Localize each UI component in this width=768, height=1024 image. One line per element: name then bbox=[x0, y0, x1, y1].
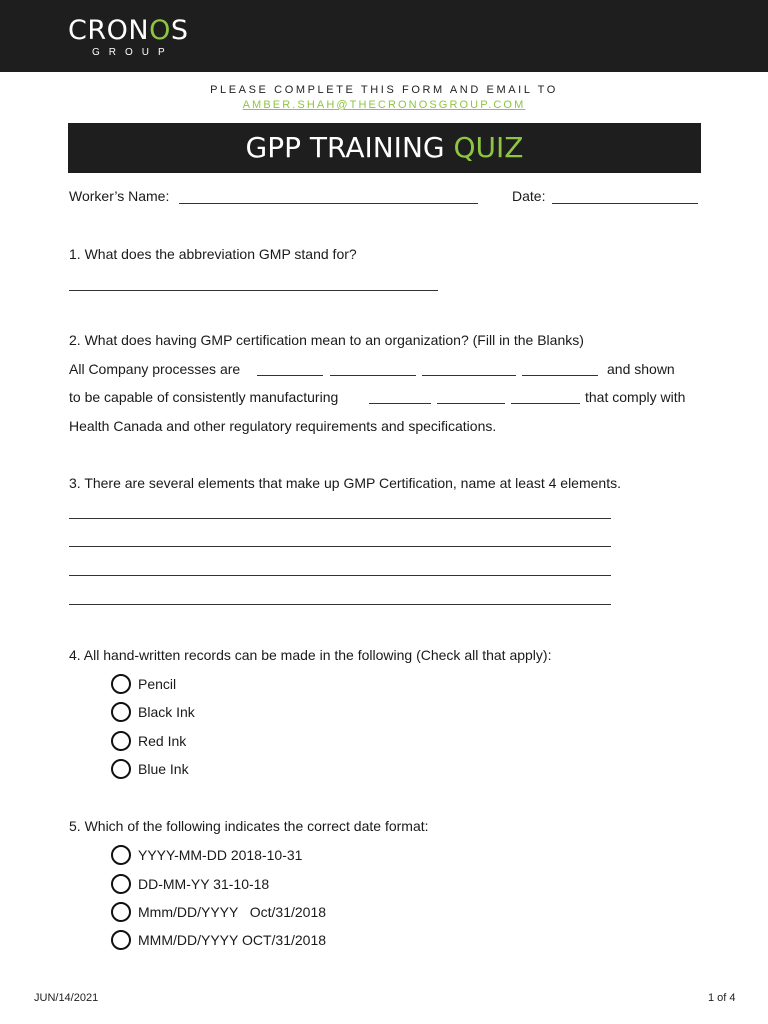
company-logo bbox=[68, 16, 198, 60]
radio-circle[interactable] bbox=[111, 845, 131, 865]
question-2: 2. What does having GMP certification mean to an organization? (Fill in the Blanks) bbox=[69, 332, 584, 348]
q2-blank-7[interactable] bbox=[511, 403, 580, 404]
page-number: 1 of 4 bbox=[708, 992, 736, 1004]
date-field[interactable] bbox=[552, 203, 698, 204]
logo-subtitle: GROUP bbox=[92, 47, 174, 58]
option-label: DD-MM-YY 31-10-18 bbox=[138, 876, 270, 892]
radio-circle[interactable] bbox=[111, 902, 131, 922]
checkbox-circle[interactable] bbox=[111, 702, 131, 722]
q2-sentence-part-b-end: that comply with bbox=[585, 389, 686, 405]
question-1: 1. What does the abbreviation GMP stand for? bbox=[69, 246, 357, 262]
q2-blank-1[interactable] bbox=[257, 375, 323, 376]
option-label: YYYY-MM-DD 2018-10-31 bbox=[138, 847, 303, 863]
q3-answer-line-3[interactable] bbox=[69, 575, 611, 576]
q3-answer-line-2[interactable] bbox=[69, 546, 611, 547]
option-label: Pencil bbox=[138, 676, 177, 692]
q2-blank-3[interactable] bbox=[422, 375, 516, 376]
title-bar bbox=[68, 123, 701, 173]
question-3: 3. There are several elements that make up GMP Certification, name at least 4 elements. bbox=[69, 475, 621, 491]
worker-name-field[interactable] bbox=[179, 203, 478, 204]
date-label: Date: bbox=[512, 188, 546, 204]
question-4: 4. All hand-written records can be made in the following (Check all that apply): bbox=[69, 647, 552, 663]
q3-answer-line-1[interactable] bbox=[69, 518, 611, 519]
option-label: Red Ink bbox=[138, 733, 187, 749]
header-bar bbox=[0, 0, 768, 72]
q2-sentence-part-c: Health Canada and other regulatory requirements and specifications. bbox=[69, 418, 497, 434]
radio-circle[interactable] bbox=[111, 874, 131, 894]
email-link[interactable]: AMBER.SHAH@THECRONOSGROUP.COM bbox=[242, 99, 526, 111]
option-label: Mmm/DD/YYYY Oct/31/2018 bbox=[138, 904, 327, 920]
option-label: Black Ink bbox=[138, 704, 195, 720]
q2-sentence-part-a: All Company processes are bbox=[69, 361, 241, 377]
q3-answer-line-4[interactable] bbox=[69, 604, 611, 605]
radio-circle[interactable] bbox=[111, 930, 131, 950]
option-label: Blue Ink bbox=[138, 761, 189, 777]
logo-wordmark: CRONOS bbox=[68, 15, 189, 46]
checkbox-circle[interactable] bbox=[111, 731, 131, 751]
instructions-text: PLEASE COMPLETE THIS FORM AND EMAIL TO bbox=[210, 84, 558, 96]
page-title: GPP TRAINING QUIZ bbox=[245, 131, 524, 164]
q2-blank-5[interactable] bbox=[369, 403, 431, 404]
checkbox-circle[interactable] bbox=[111, 759, 131, 779]
question-5: 5. Which of the following indicates the correct date format: bbox=[69, 818, 429, 834]
q2-blank-6[interactable] bbox=[437, 403, 505, 404]
worker-name-label: Worker’s Name: bbox=[69, 188, 170, 204]
checkbox-circle[interactable] bbox=[111, 674, 131, 694]
q2-blank-4[interactable] bbox=[522, 375, 598, 376]
option-label: MMM/DD/YYYY OCT/31/2018 bbox=[138, 932, 327, 948]
footer-date: JUN/14/2021 bbox=[34, 992, 99, 1004]
q2-sentence-part-b: to be capable of consistently manufacturing bbox=[69, 389, 339, 405]
q2-blank-2[interactable] bbox=[330, 375, 416, 376]
q2-sentence-part-a-end: and shown bbox=[607, 361, 675, 377]
q1-answer-field[interactable] bbox=[69, 290, 438, 291]
